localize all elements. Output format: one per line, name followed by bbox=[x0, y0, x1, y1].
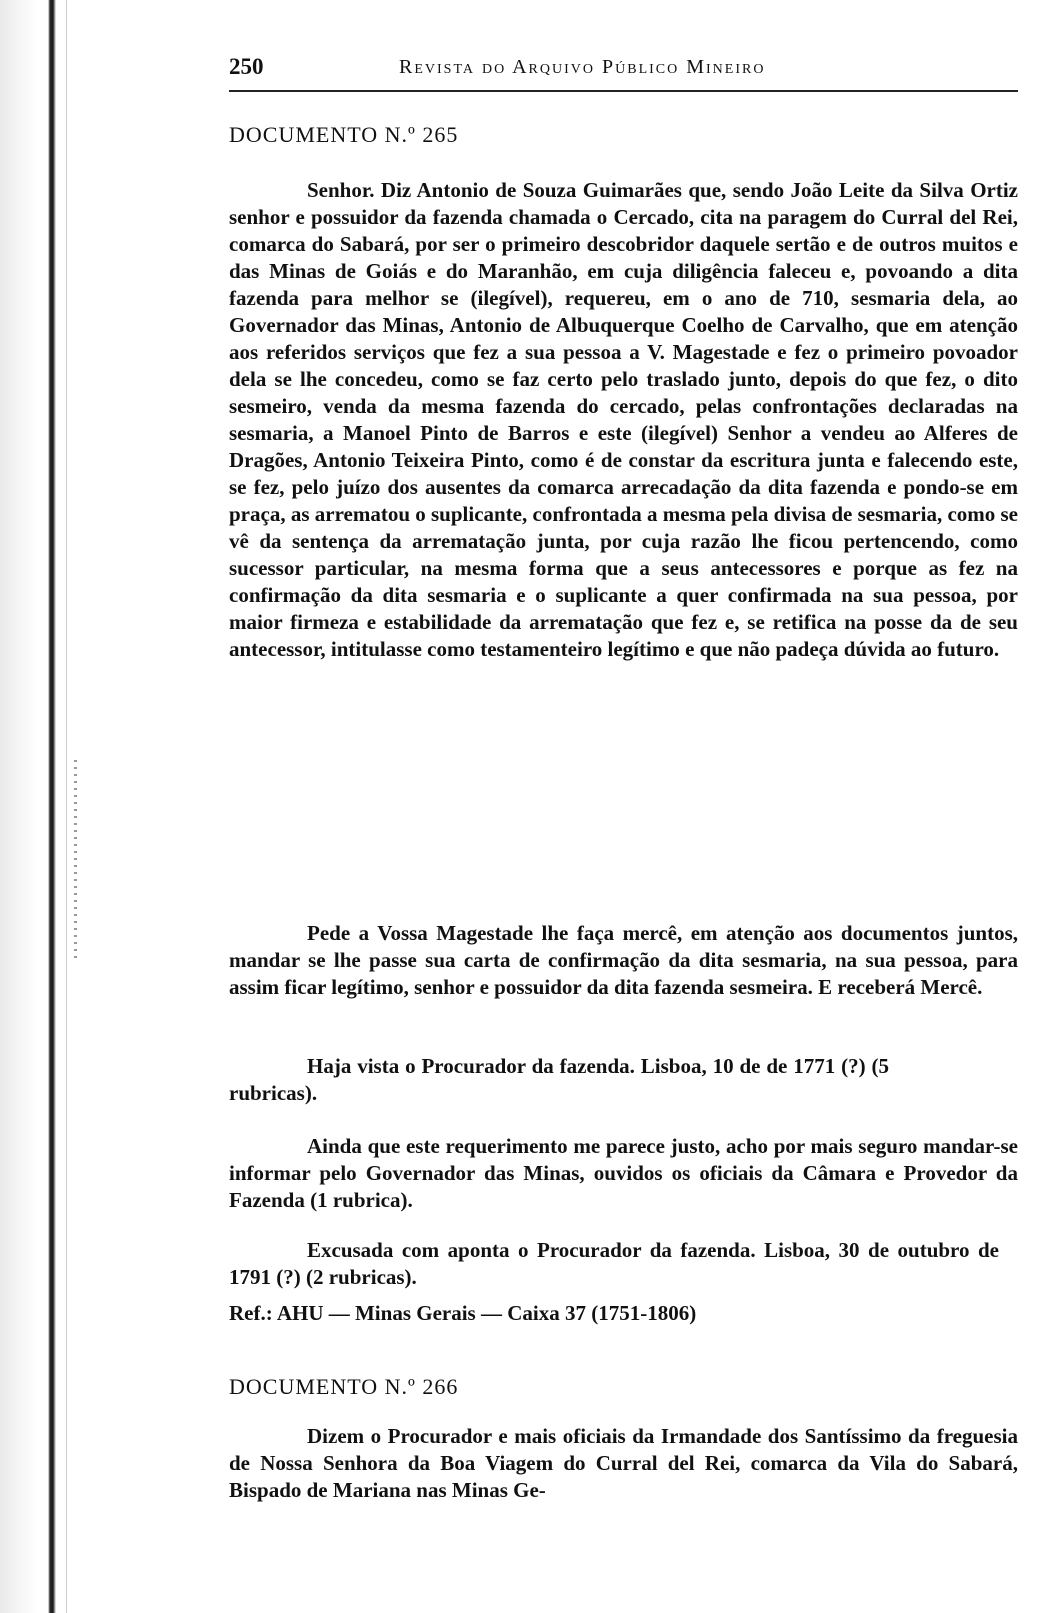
book-binding-edge bbox=[0, 0, 70, 1613]
header-rule bbox=[229, 90, 1018, 92]
gutter-line bbox=[66, 0, 67, 1613]
body-paragraph: Haja vista o Procurador da fazenda. Lisboa, 10 de de 1771 (?) (5 rubricas). bbox=[229, 1054, 889, 1105]
body-paragraph: Pede a Vossa Magestade lhe faça mercê, em atenção aos documentos juntos, mandar se lhe passe sua carta de confirmação da dita sesmaria, na sua pessoa, para assim ficar legítimo, senhor e possuidor da dita fazenda sesmeira. E receberá Mercê. bbox=[229, 921, 1018, 999]
document-heading: DOCUMENTO N.º 265 bbox=[229, 122, 459, 147]
running-head bbox=[229, 50, 1018, 90]
page-number: 250 bbox=[229, 54, 264, 79]
body-paragraph: Senhor. Diz Antonio de Souza Guimarães que, sendo João Leite da Silva Ortiz senhor e possuidor da fazenda chamada o Cercado, cita na paragem do Curral del Rei, comarca do Sabará, por ser o primeiro descobridor daquele sertão e de outros muitos e das Minas de Goiás e do Maranhão, em cuja diligência faleceu e, povoando a dita fazenda para melhor se (ilegível), requereu, em o ano de 710, sesmaria dela, ao Governador das Minas, Antonio de Albuquerque Coelho de Carvalho, que em atenção aos referidos serviços que fez a sua pessoa a V. Magestade e fez o primeiro povoador dela se lhe concedeu, como se faz certo pelo traslado junto, depois do que fez, o dito sesmeiro, venda da mesma fazenda do cercado, pelas confrontações declaradas na sesmaria, a Manoel Pinto de Barros e este (ilegível) Senhor a vendeu ao Alferes de Dragões, Antonio Teixeira Pinto, como é de constar da escritura junta e falecendo este, se fez, pelo juízo dos ausentes da comarca arrecadação da dita fazenda e pondo-se em praça, as arrematou o suplicante, confrontada a mesma pela divisa de sesmaria, como se vê da sentença da arrematação junta, por cuja razão lhe ficou pertencendo, como sucessor particular, na mesma forma que a seus antecessores e porque as fez na confirmação da dita sesmaria e o suplicante a quer confirmada na sua pessoa, por maior firmeza e estabilidade da arrematação que fez e, se retifica na posse da de seu antecessor, intitulasse como testamenteiro legítimo e que não padeça dúvida ao futuro. bbox=[229, 178, 1018, 661]
body-paragraph: Ainda que este requerimento me parece justo, acho por mais seguro mandar-se informar pelo Governador das Minas, ouvidos os oficiais da Câmara e Provedor da Fazenda (1 rubrica). bbox=[229, 1134, 1018, 1212]
journal-title: Revista do Arquivo Público Mineiro bbox=[399, 56, 766, 78]
body-paragraph: Dizem o Procurador e mais oficiais da Irmandade dos Santíssimo da freguesia de Nossa Senhora da Boa Viagem do Curral del Rei, comarca da Vila do Sabará, Bispado de Mariana nas Minas Ge- bbox=[229, 1424, 1018, 1502]
body-paragraph: Excusada com aponta o Procurador da fazenda. Lisboa, 30 de outubro de 1791 (?) (2 rubricas). bbox=[229, 1238, 999, 1289]
margin-speckles bbox=[74, 760, 77, 960]
document-heading: DOCUMENTO N.º 266 bbox=[229, 1374, 459, 1399]
reference-line: Ref.: AHU — Minas Gerais — Caixa 37 (1751-1806) bbox=[229, 1301, 697, 1325]
